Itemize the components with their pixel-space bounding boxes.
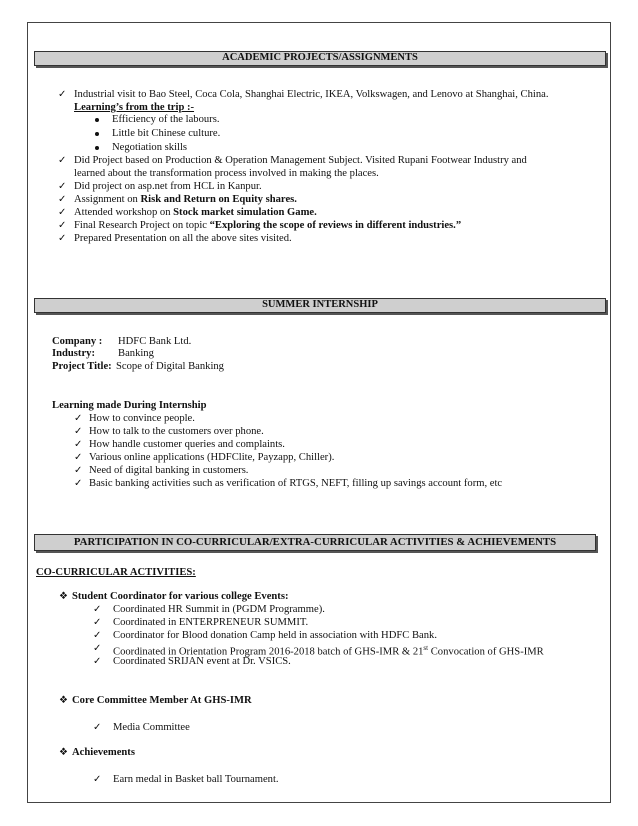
internship-learning-item: Basic banking activities such as verification of RTGS, NEFT, filling up savings account form, etc: [89, 478, 503, 489]
checkmark-icon: ✓: [74, 465, 83, 476]
checkmark-icon: ✓: [93, 643, 102, 654]
bullet-icon: [95, 146, 99, 150]
cocurricular-label: CO-CURRICULAR ACTIVITIES:: [36, 567, 196, 578]
learnings-label: Learning’s from the trip :-: [74, 102, 195, 113]
internship-learning-item: Need of digital banking in customers.: [89, 465, 249, 476]
checkmark-icon: ✓: [74, 426, 83, 437]
coordinator-label: Student Coordinator for various college Events:: [72, 591, 289, 602]
checkmark-icon: ✓: [74, 413, 83, 424]
checkmark-icon: ✓: [58, 233, 67, 244]
learning-item: Negotiation skills: [112, 142, 188, 153]
diamond-bullet-icon: ❖: [59, 747, 68, 758]
checkmark-icon: ✓: [58, 155, 67, 166]
internship-learning-item: Various online applications (HDFClite, Payzapp, Chiller).: [89, 452, 335, 463]
diamond-bullet-icon: ❖: [59, 591, 68, 602]
item-text: Attended workshop on: [74, 207, 174, 218]
academic-item-6: [74, 219, 461, 232]
coordinator-item: Coordinated in ENTERPRENEUR SUMMIT.: [113, 617, 309, 628]
checkmark-icon: ✓: [74, 478, 83, 489]
checkmark-icon: ✓: [58, 207, 67, 218]
bullet-icon: [95, 118, 99, 122]
learning-item: Efficiency of the labours.: [112, 114, 220, 125]
diamond-bullet-icon: ❖: [59, 695, 68, 706]
internship-learning-label: Learning made During Internship: [52, 400, 207, 411]
academic-item-5: [74, 206, 317, 219]
internship-header: SUMMER INTERNSHIP: [34, 298, 606, 313]
checkmark-icon: ✓: [58, 89, 67, 100]
item-bold-text: “Exploring the scope of reviews in different industries.”: [209, 220, 462, 231]
checkmark-icon: ✓: [93, 617, 102, 628]
academic-item-4: [74, 193, 297, 206]
checkmark-icon: ✓: [58, 194, 67, 205]
ordinal-suffix: st: [423, 644, 429, 652]
industry-value: Banking: [118, 348, 154, 359]
checkmark-icon: ✓: [58, 220, 67, 231]
checkmark-icon: ✓: [93, 604, 102, 615]
coordinator-item: Coordinated HR Summit in (PGDM Programme).: [113, 604, 325, 615]
achievement-item: Earn medal in Basket ball Tournament.: [113, 774, 279, 785]
checkmark-icon: ✓: [93, 630, 102, 641]
company-label: Company :: [52, 336, 103, 347]
learning-item: Little bit Chinese culture.: [112, 128, 221, 139]
academic-item-3: Did project on asp.net from HCL in Kanpur.: [74, 181, 262, 192]
activities-header: PARTICIPATION IN CO-CURRICULAR/EXTRA-CURRICULAR ACTIVITIES & ACHIEVEMENTS: [34, 534, 596, 551]
internship-learning-item: How to convince people.: [89, 413, 195, 424]
project-title-label: Project Title:: [52, 361, 112, 372]
academic-item-1: Industrial visit to Bao Steel, Coca Cola, Shanghai Electric, IKEA, Volkswagen, and Lenovo at Shanghai, China.: [74, 89, 549, 100]
item-bold-text: Stock market simulation Game.: [173, 207, 317, 218]
checkmark-icon: ✓: [93, 774, 102, 785]
project-title-value: Scope of Digital Banking: [116, 361, 224, 372]
item-text: Final Research Project on topic: [74, 220, 210, 231]
industry-label: Industry:: [52, 348, 95, 359]
checkmark-icon: ✓: [74, 452, 83, 463]
item-text: Assignment on: [74, 194, 141, 205]
academic-item-7: Prepared Presentation on all the above sites visited.: [74, 233, 292, 244]
committee-label: Core Committee Member At GHS-IMR: [72, 695, 252, 706]
academic-item-2: Did Project based on Production & Operation Management Subject. Visited Rupani Footwear Industry and: [74, 155, 527, 166]
academic-item-2-cont: learned about the transformation process involved in making the places.: [74, 168, 379, 179]
checkmark-icon: ✓: [58, 181, 67, 192]
checkmark-icon: ✓: [74, 439, 83, 450]
item-text: Coordinated in Orientation Program 2016-2018 batch of GHS-IMR & 21: [113, 646, 424, 658]
coordinator-item: Coordinator for Blood donation Camp held in association with HDFC Bank.: [113, 630, 437, 641]
achievements-label: Achievements: [72, 747, 135, 758]
checkmark-icon: ✓: [93, 656, 102, 667]
committee-item: Media Committee: [113, 722, 190, 733]
company-value: HDFC Bank Ltd.: [118, 336, 192, 347]
item-text: Convocation of GHS-IMR: [428, 646, 544, 658]
bullet-icon: [95, 132, 99, 136]
academic-header: ACADEMIC PROJECTS/ASSIGNMENTS: [34, 51, 606, 66]
checkmark-icon: ✓: [93, 722, 102, 733]
item-bold-text: Risk and Return on Equity shares.: [140, 194, 297, 205]
internship-learning-item: How handle customer queries and complaints.: [89, 439, 285, 450]
internship-learning-item: How to talk to the customers over phone.: [89, 426, 264, 437]
coordinator-item: Coordinated SRIJAN event at Dr. VSICS.: [113, 656, 291, 667]
